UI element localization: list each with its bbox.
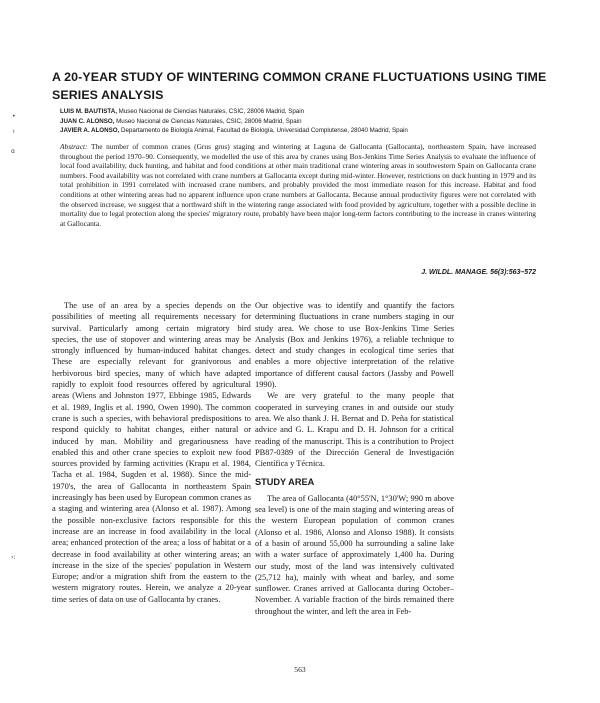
author-affiliation: Departamento de Biología Animal, Facultad de Biología, Universidad Complutense, 28040 Madrid, Spain xyxy=(119,127,408,135)
page-number: 563 xyxy=(294,665,306,674)
author-line xyxy=(60,117,580,127)
author-affiliation: Museo Nacional de Ciencias Naturales, CSIC, 28006 Madrid, Spain xyxy=(114,117,302,125)
margin-mark-2: ı xyxy=(13,128,15,135)
abstract-label: Abstract: xyxy=(60,142,88,151)
author-affiliation: Museo Nacional de Ciencias Naturales, CSIC, 28006 Madrid, Spain xyxy=(116,108,305,115)
abstract-text: The number of common cranes (Grus grus) staging and wintering at Laguna de Gallocanta (Gallocanta), northeastern Spain, have increased throughout the period 1970–90. Consequently, we modelled the use of this area by cranes using Box-Jenkins Time Series Analysis to evaluate the influence of local food availability, duck hunting, and habitat and food conditions at other main traditional crane wintering areas in southwestern Spain on Gallocanta crane numbers. Food availability was not correlated with crane numbers at Gallocanta except during mid-winter. However, restrictions on duck hunting in 1979 and its total prohibition in 1991 correlated with increased crane numbers, and probably provided the most immediate reason for this increase. Habitat and food conditions at other wintering areas had no apparent influence upon crane numbers at Gallocanta. Because annual productivity figures were not correlated with the observed increase, we suggest that a northward shift in the wintering range associated with food provided by agriculture, together with a possible decline in mortality due to legal protection along the species' migratory route, probably have been major long-term factors contributing to the increase in cranes wintering at Gallocanta. xyxy=(60,142,536,228)
section-heading-study-area: STUDY AREA xyxy=(255,477,315,488)
acknowledgments-paragraph: We are very grateful to the many people that cooperated in surveying cranes in and outside our study area. We also thank J. H. Bernat and D. Peña for statistical advice and G. L. Krapu and D. H. Johnson for a critical reading of the manuscript. This is a contribution to Project PB87-0389 of the Dirección General de Investigación Científica y Técnica. xyxy=(255,391,454,469)
study-area-paragraph: The area of Gallocanta (40°55'N, 1°30'W; 990 m above sea level) is one of the main staging and wintering areas of the western European population of common cranes (Alonso et al. 1986, Alonso and Alonso 1988). It consists of a basin of around 55,000 ha surrounding a saline lake with a water surface of approximately 1,400 ha. During our study, most of the land was intensively cultivated (25,712 ha), mainly with wheat and barley, and some sunflower. Cranes arrived at Gallocanta during October–November. A variable fraction of the birds remained there throughout the winter, and left the area in Feb- xyxy=(255,493,454,616)
objective-paragraph: Our objective was to identify and quantify the factors determining fluctuations in crane numbers staging in our study area. We chose to use Box-Jenkins Time Series Analysis (Box and Jenkins 1976), a reliable technique to detect and study changes in ecological time series that enables a more objective interpretation of the relative importance of different causal factors (Jassby and Powell 1990). xyxy=(255,301,454,390)
author-line xyxy=(60,107,580,117)
margin-mark-3: ɑ xyxy=(11,148,15,155)
author-line xyxy=(60,126,580,136)
margin-mark-4: ›: xyxy=(11,554,16,561)
author-name: JUAN C. ALONSO, xyxy=(60,117,115,125)
abstract xyxy=(60,142,536,228)
left-column xyxy=(52,300,251,605)
author-name: JAVIER A. ALONSO, xyxy=(60,127,120,135)
author-name: LUIS M. BAUTISTA, xyxy=(60,108,117,115)
journal-citation: J. WILDL. MANAGE. 56(3):563–572 xyxy=(421,269,536,276)
margin-mark-1: • xyxy=(12,113,16,120)
right-column xyxy=(255,300,454,617)
author-list xyxy=(60,107,580,136)
article-title: A 20-YEAR STUDY OF WINTERING COMMON CRANE FLUCTUATIONS USING TIME SERIES ANALYSIS xyxy=(52,70,547,102)
intro-paragraph: The use of an area by a species depends on the possibilities of meeting all requirements necessary for survival. Particularly among certain migratory bird species, the use of stopover and wintering areas may be strongly influenced by human-induced habitat changes. These are especially relevant for granivorous and herbivorous bird species, many of which have adapted rapidly to exploit food resources offered by agricultural areas (Wiens and Johnston 1977, Ebbinge 1985, Edwards et al. 1989, Inglis et al. 1990, Owen 1990). The common crane is such a species, with behavioral predispositions to respond quickly to habitat changes, either natural or induced by man. Mobility and gregariousness have enabled this and other crane species to exploit new food sources provided by farming activities (Krapu et al. 1984, Tacha et al. 1984, Sugden et al. 1988). Since the mid-1970's, the area of Gallocanta in northeastern Spain increasingly has been used by European common cranes as a staging and wintering area (Alonso et al. 1987). Among the possible non-exclusive factors responsible for this increase are an increase in food availability in the local area; enhanced protection of the area; a loss of habitat or a decrease in food availability at other wintering areas; an increase in the size of the species' population in Western Europe; and/or a migration shift from the eastern to the western migratory routes. Herein, we analyze a 20-year time series of data on use of Gallocanta by cranes. xyxy=(52,301,251,604)
